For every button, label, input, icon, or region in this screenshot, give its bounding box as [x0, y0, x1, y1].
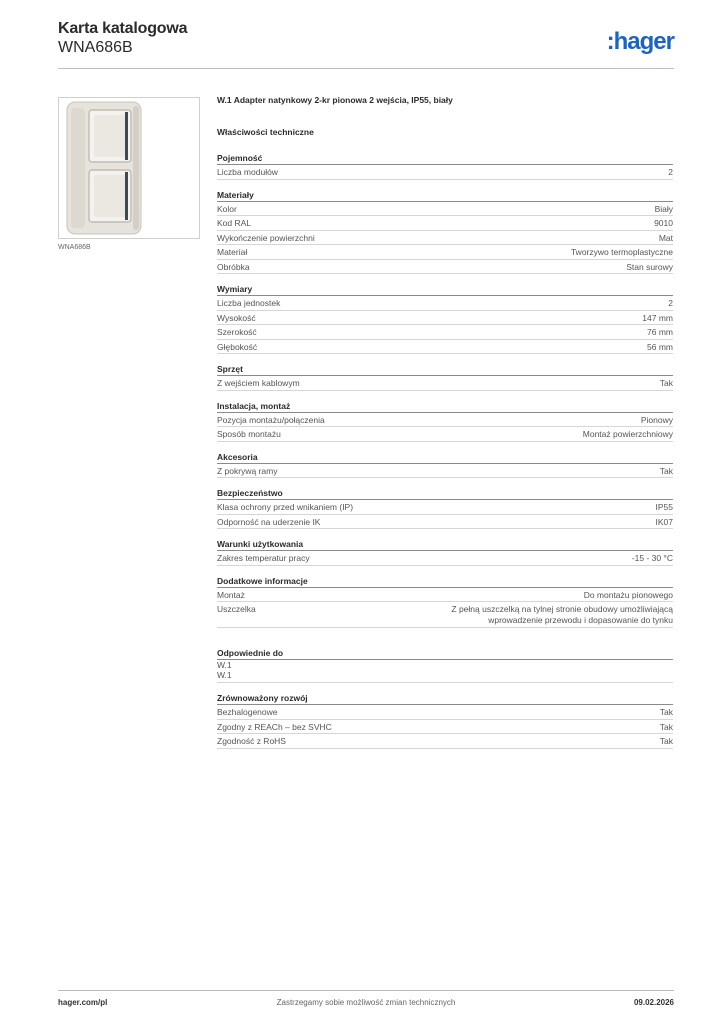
row-label: Obróbka: [217, 261, 250, 272]
row-value: Do montażu pionowego: [583, 589, 673, 600]
spec-content: [217, 95, 673, 749]
product-code: WNA686B: [58, 39, 133, 56]
table-row: [217, 231, 673, 246]
row-label: Kolor: [217, 203, 237, 214]
table-row: [217, 216, 673, 231]
row-value: 2: [668, 298, 673, 308]
page-footer: [58, 998, 674, 1010]
sustainability-heading: Zrównoważony rozwój: [217, 693, 673, 705]
spec-group: [217, 364, 673, 391]
group-title: Akcesoria: [217, 452, 673, 464]
row-value: 56 mm: [647, 341, 673, 352]
row-value: Tak: [659, 465, 673, 476]
group-title: Warunki użytkowania: [217, 539, 673, 551]
spec-group: [217, 284, 673, 354]
row-label: Zgodność z RoHS: [217, 736, 286, 746]
row-label: Z pokrywą ramy: [217, 465, 278, 476]
table-row: [217, 325, 673, 340]
row-value: IP55: [655, 502, 673, 512]
row-label: Zgodny z REACh – bez SVHC: [217, 721, 332, 732]
group-title: Materiały: [217, 190, 673, 202]
list-item: W.1: [217, 670, 232, 680]
table-row: [217, 551, 673, 566]
group-title: Pojemność: [217, 153, 673, 165]
header-divider: [58, 68, 674, 69]
row-label: Wysokość: [217, 312, 256, 323]
footer-website-link[interactable]: hager.com/pl: [58, 998, 108, 1007]
group-title: Dodatkowe informacje: [217, 576, 673, 588]
table-row: [217, 340, 673, 355]
row-label: Sposób montażu: [217, 429, 281, 439]
image-caption: WNA686B: [58, 244, 91, 251]
group-title: Wymiary: [217, 284, 673, 296]
compatible-list: [217, 660, 673, 683]
list-item: W.1: [217, 660, 232, 670]
row-label: Uszczelka: [217, 604, 256, 614]
row-label: Kod RAL: [217, 218, 252, 228]
table-row: [217, 464, 673, 479]
row-value: -15 - 30 °C: [631, 553, 673, 563]
table-row: [217, 734, 673, 749]
spec-group: [217, 401, 673, 442]
row-value: Biały: [654, 203, 673, 214]
row-label: Materiał: [217, 247, 248, 257]
table-row: [217, 376, 673, 391]
row-value: Montaż powierzchniowy: [582, 429, 673, 439]
table-row: [217, 705, 673, 720]
row-label: Z wejściem kablowym: [217, 378, 300, 388]
tech-properties-heading: Właściwości techniczne: [217, 127, 314, 137]
spec-group: [217, 190, 673, 275]
footer-date: 09.02.2026: [633, 998, 674, 1007]
footer-divider: [58, 990, 674, 991]
table-row: [217, 260, 673, 275]
table-row: [217, 165, 673, 180]
spec-group: [217, 576, 673, 629]
table-row: [217, 602, 673, 628]
row-value: 147 mm: [642, 312, 673, 323]
row-value: Tak: [659, 707, 673, 717]
row-value: 2: [668, 167, 673, 177]
row-label: Pozycja montażu/połączenia: [217, 414, 325, 425]
table-row: [217, 413, 673, 428]
document-title: Karta katalogowa: [58, 20, 188, 37]
row-label: Liczba jednostek: [217, 298, 281, 308]
table-row: [217, 202, 673, 217]
page-header: [58, 20, 674, 68]
table-row: [217, 515, 673, 530]
spec-groups: [217, 153, 673, 628]
product-photo-icon: [58, 97, 200, 239]
row-value: 76 mm: [647, 327, 673, 337]
row-label: Liczba modułów: [217, 167, 278, 177]
compatible-heading: Odpowiednie do: [217, 648, 673, 660]
row-label: Klasa ochrony przed wnikaniem (IP): [217, 502, 354, 512]
table-row: [217, 588, 673, 603]
spec-group: [217, 452, 673, 479]
row-value: Pionowy: [640, 414, 673, 425]
row-value: Tworzywo termoplastyczne: [570, 247, 673, 257]
spec-group: [217, 488, 673, 529]
row-label: Odporność na uderzenie IK: [217, 516, 321, 527]
hager-logo[interactable]: :hager: [606, 28, 674, 55]
table-row: [217, 427, 673, 442]
row-label: Wykończenie powierzchni: [217, 232, 315, 243]
row-value: Mat: [658, 232, 673, 243]
row-value: Tak: [659, 378, 673, 388]
row-value: Stan surowy: [626, 261, 673, 272]
row-value: Tak: [659, 736, 673, 746]
row-label: Głębokość: [217, 341, 258, 352]
footer-disclaimer: Zastrzegamy sobie możliwość zmian technicznych: [276, 998, 456, 1007]
row-value: Z pełną uszczelką na tylnej stronie obudowy umożliwiającą wprowadzenie przewodu i dopasowanie do tynku: [451, 604, 673, 625]
group-title: Bezpieczeństwo: [217, 488, 673, 500]
row-label: Bezhalogenowe: [217, 707, 278, 717]
table-row: [217, 245, 673, 260]
spec-group: [217, 539, 673, 566]
row-value: IK07: [655, 516, 673, 527]
table-row: [217, 500, 673, 515]
table-row: [217, 720, 673, 735]
spec-group: [217, 153, 673, 180]
row-value: 9010: [654, 218, 673, 228]
table-row: [217, 311, 673, 326]
row-label: Szerokość: [217, 327, 257, 337]
row-label: Montaż: [217, 589, 245, 600]
product-title: W.1 Adapter natynkowy 2-kr pionowa 2 wejścia, IP55, biały: [217, 95, 453, 105]
row-label: Zakres temperatur pracy: [217, 553, 310, 563]
row-value: Tak: [659, 721, 673, 732]
group-title: Instalacja, montaż: [217, 401, 673, 413]
group-title: Sprzęt: [217, 364, 673, 376]
table-row: [217, 296, 673, 311]
